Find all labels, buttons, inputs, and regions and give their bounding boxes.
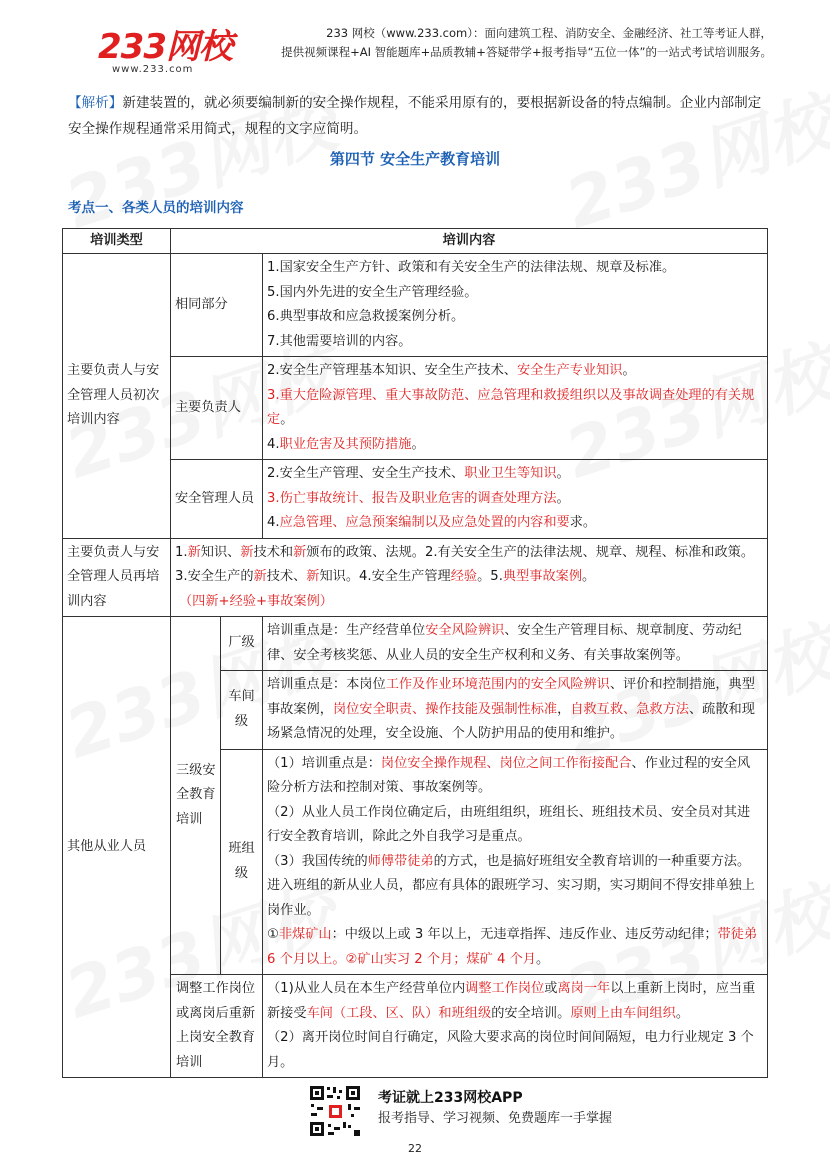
content-paragraph (175, 541, 763, 590)
sub-label-common: 相同部分 (171, 254, 263, 357)
highlight-text: 新 (240, 544, 254, 560)
text-span: 。 (280, 412, 294, 427)
cell-safety-manager-content (263, 460, 768, 539)
level-label-factory: 厂级 (221, 617, 263, 671)
text-span: （3）我国传统的 (267, 853, 368, 869)
page-footer (0, 1080, 830, 1175)
highlight-text: 工作及作业环境范围内的安全风险辨识 (385, 677, 610, 692)
page-header (0, 0, 830, 80)
highlight-text: 应急管理、应急预案编制以及应急处置的内容和要 (279, 515, 570, 530)
highlight-text: 非煤矿山 (278, 927, 332, 942)
cell-return-content (263, 975, 768, 1078)
text-span: （1）培训重点是： (267, 755, 381, 771)
row-label-retraining: 主要负责人与安全管理人员再培训内容 (63, 538, 171, 617)
header-description (281, 24, 772, 62)
highlight-text: 新 (293, 544, 307, 560)
sub-label-return-training: 调整工作岗位或离岗后重新上岗安全教育培训 (171, 975, 263, 1078)
table-header-row (63, 229, 768, 254)
section-title: 第四节 安全生产教育培训 (329, 150, 501, 168)
text-span: （1)从业人员在本生产经营单位内 (267, 981, 466, 996)
sub-label-principal: 主要负责人 (171, 357, 263, 460)
analysis-paragraph (68, 90, 768, 142)
cell-common-content (263, 254, 768, 357)
sub-label-safety-manager: 安全管理人员 (171, 460, 263, 539)
content-paragraph: （2）离开岗位时间自行确定，风险大要求高的岗位时间间隔短，电力行业规定 3 个月。 (267, 1030, 754, 1070)
highlight-text: 安全风险辨识 (425, 623, 505, 638)
highlight-text: 重大危险源管理、重大事故防范、应急管理和救援组织以及事故调查处理的有关规定 (267, 387, 755, 427)
highlight-text: 岗位安全操作规程、岗位之间工作衔接配合 (380, 755, 632, 771)
text-span: 。 (622, 363, 636, 378)
text-span: 。 (675, 1005, 689, 1021)
subsection-title: 考点一、各类人员的培训内容 (68, 200, 244, 216)
text-span: 。 (556, 466, 570, 481)
highlight-text: 调整工作岗位 (465, 981, 545, 996)
table-row (63, 254, 768, 357)
text-span: 2.安全生产管理基本知识、安全生产技术、 (267, 363, 517, 378)
table-row (63, 538, 768, 617)
text-span: 技术、 (266, 569, 307, 584)
cell-team-content (263, 749, 768, 975)
page-number: 22 (408, 1142, 422, 1155)
level-label-workshop: 车间级 (221, 671, 263, 750)
text-span: 、安全生产管理目标、规章制度、劳动纪律、安全考核奖惩、从业人员的安全生产权利和义务、有关事故案例等。 (267, 623, 742, 663)
text-span: 2.安全生产管理、安全生产技术、 (267, 466, 465, 481)
text-span: 或 (544, 981, 558, 996)
text-span: 。 (535, 951, 550, 967)
text-span: 培训重点是：生产经营单位 (267, 623, 426, 638)
content-line (267, 511, 763, 536)
highlight-text: 师傅带徒弟 (367, 853, 434, 869)
text-span: 。 (582, 569, 596, 584)
sub-label-three-level: 三级安全教育培训 (171, 617, 221, 975)
highlight-text: 原则上由车间组织 (570, 1005, 676, 1021)
content-line (267, 384, 763, 433)
text-span: ， (557, 701, 571, 717)
text-span: 4. (267, 436, 280, 452)
highlight-text: 新 (306, 569, 320, 584)
text-span: 的方式，也是搞好班组安全教育培训的一种重要方法。进入班组的新从业人员，都应有具体的跟班学习、实习期，实习期间不得安排单独上岗作业。 (267, 853, 755, 918)
footer-promo (378, 1088, 612, 1130)
content-paragraph (267, 752, 763, 801)
content-line: 6.典型事故和应急救援案例分析。 (267, 309, 465, 324)
content-line (267, 359, 763, 384)
highlight-text: 职业危害及其预防措施 (279, 436, 412, 452)
table-row (63, 617, 768, 671)
highlight-text: 3. (267, 490, 280, 506)
content-line: 5.国内外先进的安全生产管理经验。 (267, 284, 478, 300)
highlight-text: 岗位安全职责、操作技能及强制性标准 (332, 701, 558, 717)
row-label-initial-training: 主要负责人与安全管理人员初次培训内容 (63, 254, 171, 539)
footer-title: 考证就上233网校APP (378, 1090, 523, 1106)
cell-principal-content (263, 357, 768, 460)
header-line-1: 233 网校（www.233.com）：面向建筑工程、消防安全、金融经济、社工等考证人群， (326, 26, 772, 40)
text-span: 的安全培训。 (491, 1005, 571, 1021)
logo-main-text: 233网校 (98, 27, 232, 67)
cell-workshop-content (263, 671, 768, 750)
retraining-note: （四新+经验+事故案例） (179, 593, 333, 609)
text-span: 。5. (477, 569, 503, 584)
text-span: 知识、 (200, 544, 241, 560)
footer-subtitle: 报考指导、学习视频、免费题库一手掌握 (378, 1111, 613, 1126)
cell-retraining-content (171, 538, 768, 617)
cell-factory-content (263, 617, 768, 671)
content-line (267, 433, 763, 458)
highlight-text: 安全生产专业知识 (516, 363, 623, 378)
text-span: 技术和 (253, 544, 294, 560)
header-training-content: 培训内容 (171, 229, 768, 254)
content-paragraph (267, 850, 763, 924)
text-span: 。 (556, 490, 570, 506)
text-span: 、作业过程的安全风险分析方法和控制对策、事故案例等。 (267, 755, 751, 795)
highlight-text: 带徒弟 6 个月以上。②矿山实习 2 个月；煤矿 4 个月 (267, 927, 758, 967)
content-line (267, 487, 763, 512)
highlight-text: 典型事故案例 (502, 569, 583, 584)
text-span: ① (267, 927, 279, 942)
text-span: 知识。4.安全生产管理 (319, 569, 451, 584)
row-label-other-workers: 其他从业人员 (63, 617, 171, 1078)
highlight-text: 职业卫生等知识 (464, 466, 557, 481)
text-span: 。 (411, 436, 425, 452)
text-span: ：中级以上或 3 年以上，无违章指挥、违反作业、违反劳动纪律； (331, 927, 718, 942)
highlight-text: 自救互救、急救方法 (570, 701, 689, 717)
text-span: 、评价和控制措施，典型事故案例， (267, 677, 755, 717)
text-span: 1. (175, 544, 188, 560)
content-line: 1.国家安全生产方针、政策和有关安全生产的法律法规、规章及标准。 (267, 260, 676, 275)
header-line-2: 提供视频课程+AI 智能题库+品质教辅+答疑带学+报考指导“五位一体”的一站式考试培训服务。 (281, 45, 772, 59)
header-training-type: 培训类型 (63, 229, 171, 254)
content-line: 7.其他需要培训的内容。 (267, 333, 412, 349)
text-span: 求。 (569, 515, 597, 530)
highlight-text: 车间（工段、区、队）和班组级 (306, 1005, 492, 1021)
analysis-tag: 【解析】 (68, 95, 123, 111)
highlight-text: 经验 (450, 569, 478, 584)
logo-url-text: www.233.com (112, 64, 194, 75)
qr-code (308, 1084, 362, 1138)
content-paragraph (267, 977, 763, 1026)
highlight-text: 离岗一年 (557, 981, 611, 996)
analysis-text: 新建装置的，就必须要编制新的安全操作规程，不能采用原有的，要根据新设备的特点编制。企业内部制定安全操作规程通常采用简式，规程的文字应简明。 (68, 95, 762, 137)
highlight-text: 3. (267, 387, 280, 403)
text-span: 颁布的政策、法规。2.有关安全生产的法律法规、规章、规程、标准和政策。3.安全生产的 (175, 544, 755, 584)
level-label-team: 班组级 (221, 749, 263, 975)
content-line (267, 462, 763, 487)
text-span: 培训重点是：本岗位 (267, 677, 386, 692)
brand-logo (98, 27, 232, 76)
content-paragraph: （2）从业人员工作岗位确定后，由班组组织，班组长、班组技术员、安全员对其进行安全教育培训，除此之外自我学习是重点。 (267, 804, 751, 844)
highlight-text: 新 (187, 544, 201, 560)
highlight-text: 伤亡事故统计、报告及职业危害的调查处理方法 (279, 490, 557, 506)
text-span: 4. (267, 515, 280, 530)
text-span: 、疏散和现场紧急情况的处理，安全设施、个人防护用品的使用和维护。 (267, 701, 755, 741)
text-span: 以上重新上岗时，应当重新接受 (267, 981, 756, 1021)
content-paragraph (267, 923, 763, 972)
highlight-text: 新 (253, 569, 267, 584)
training-content-table (62, 228, 768, 1078)
